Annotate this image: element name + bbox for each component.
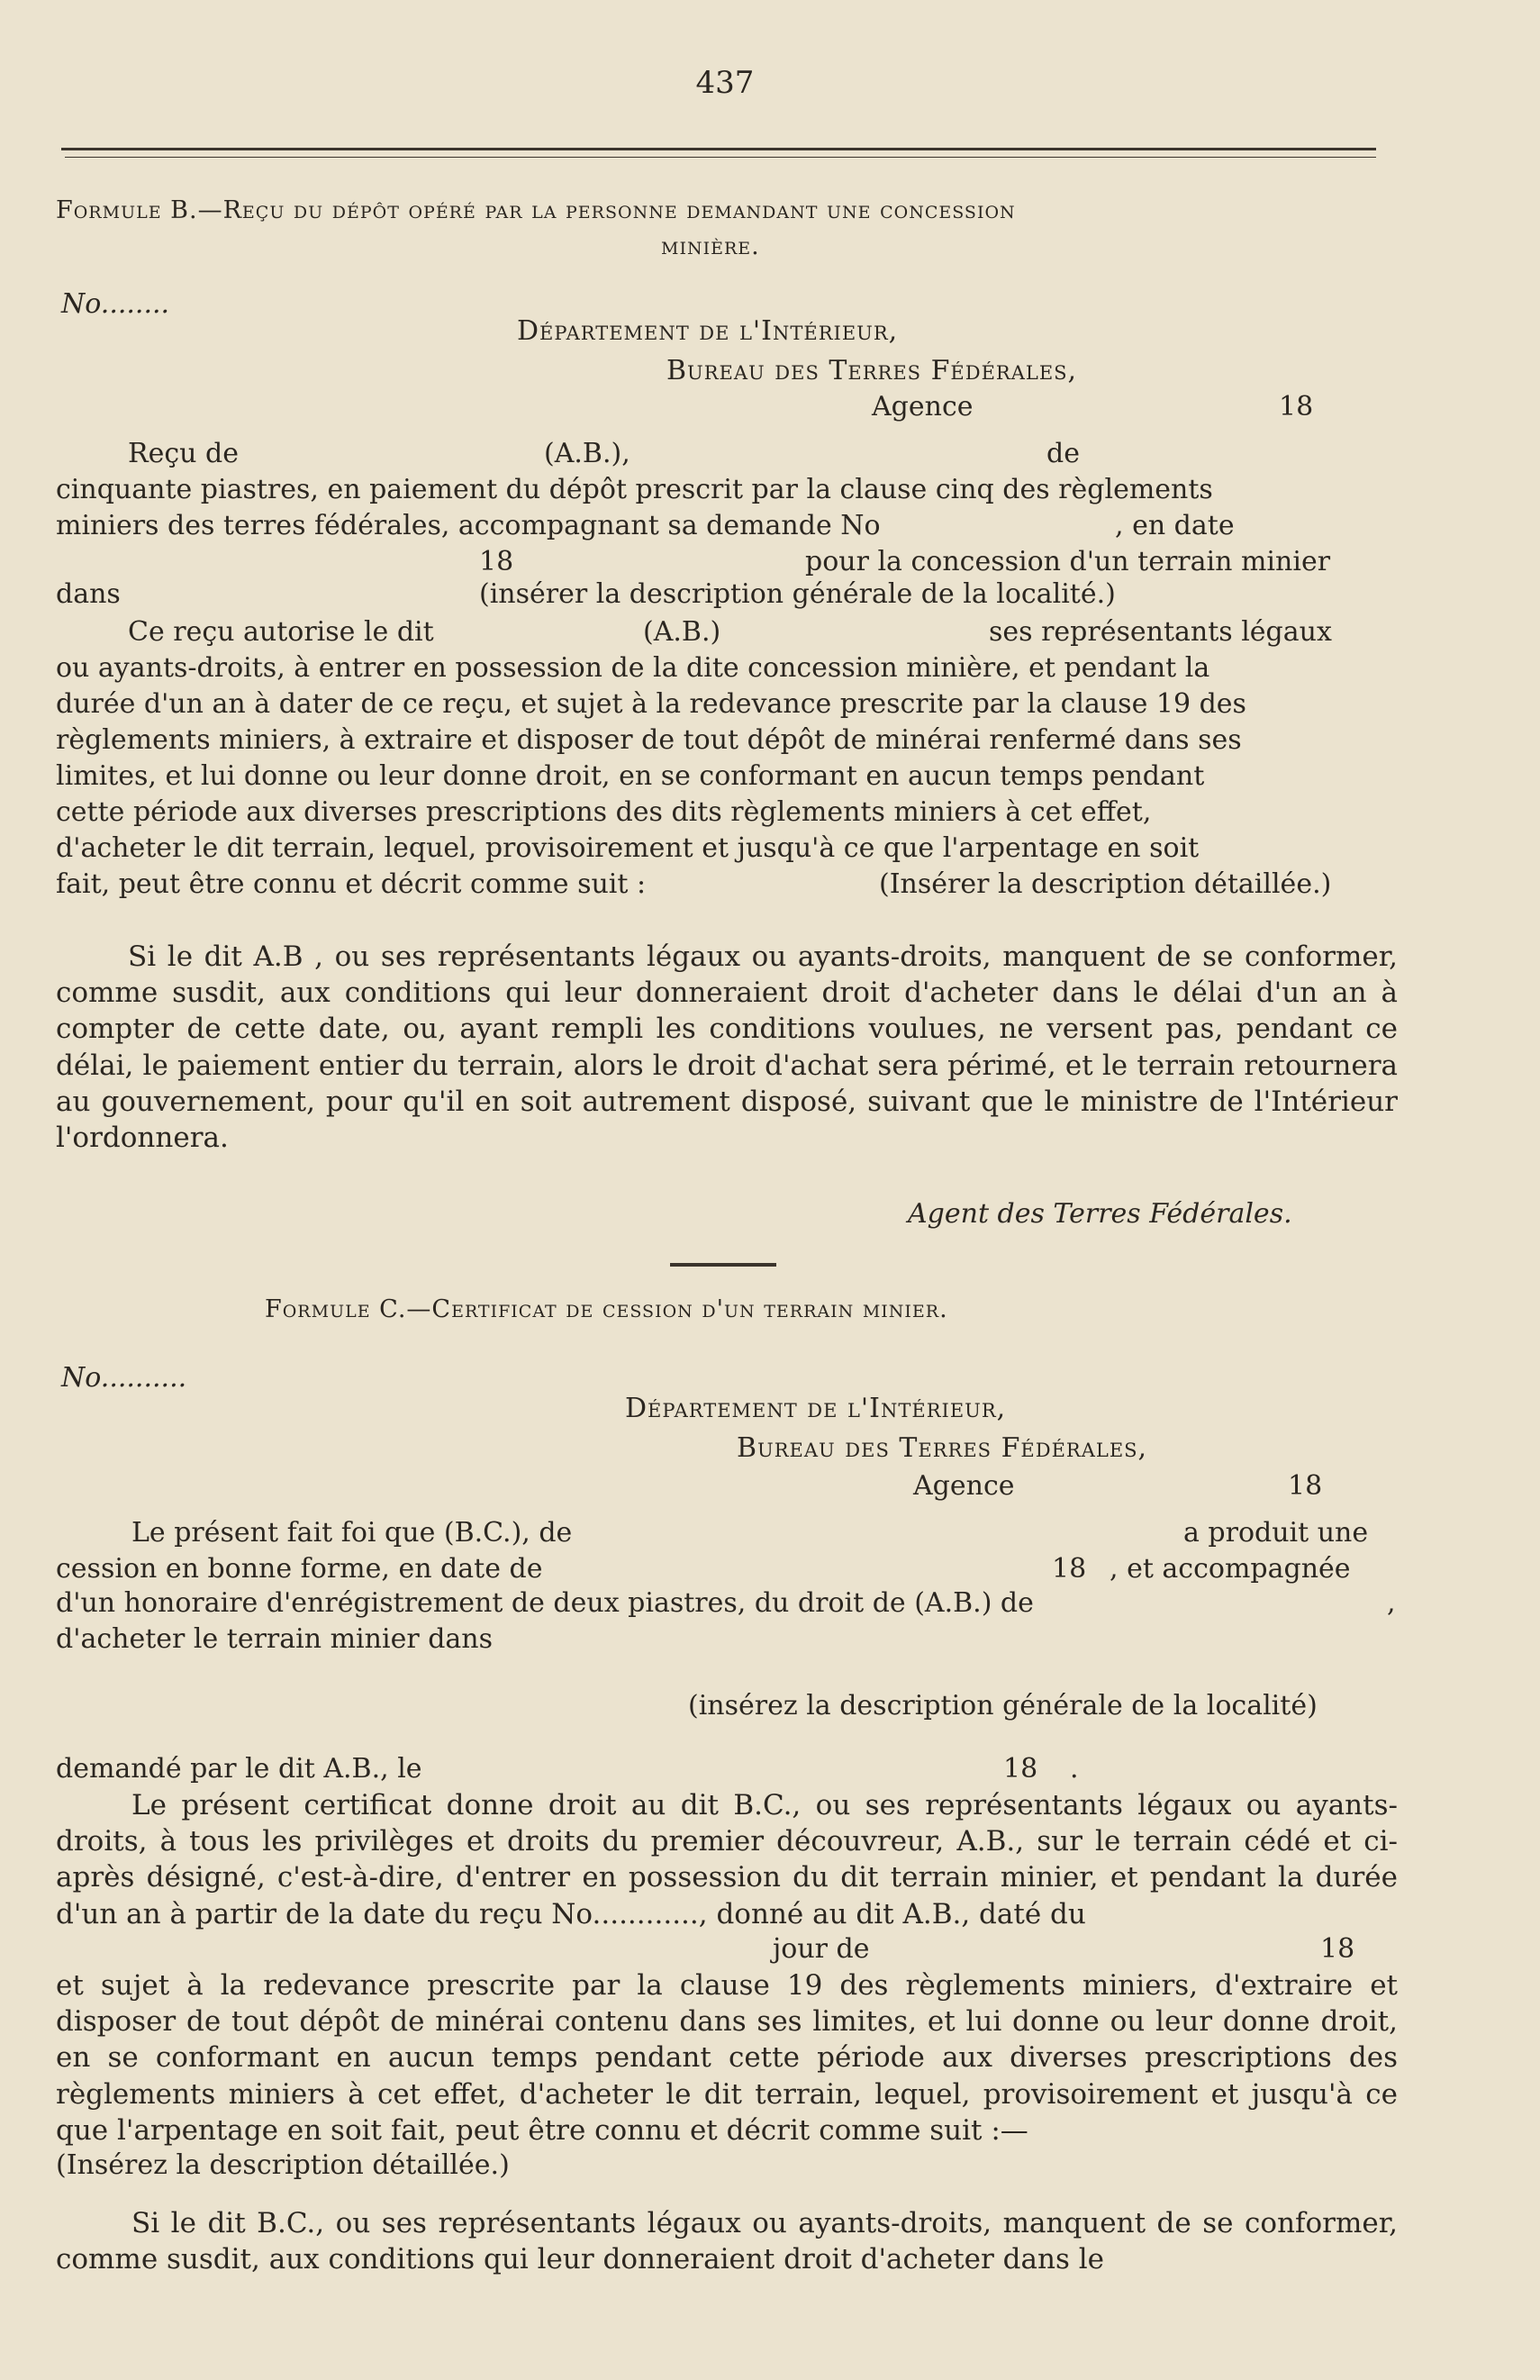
line-18: 18 (479, 546, 514, 577)
line-ab2: (A.B.) (643, 616, 721, 648)
agent-signature: Agent des Terres Fédérales. (908, 1198, 1292, 1230)
header-rule-thin (65, 157, 1376, 158)
recu-de: Reçu de (128, 438, 239, 469)
recu-ab: (A.B.), (544, 438, 630, 469)
c-line-acheter: d'acheter le terrain minier dans (56, 1623, 494, 1655)
line-representants: ses représentants légaux (989, 616, 1332, 648)
c-year-18: 18 (1320, 1933, 1355, 1965)
formule-c-paragraph-3: Si le dit B.C., ou ses représentants légaux ou ayants-droits, manquent de se conformer, comme susdit, aux conditions qui leur donneraient droit d'acheter dans le (56, 2207, 1398, 2276)
formule-c-agence: Agence (913, 1470, 1015, 1502)
line-dans: dans (56, 578, 121, 610)
line-inserer: (insérer la description générale de la localité.) (479, 578, 1116, 610)
line-duree: durée d'un an à dater de ce reçu, et sujet à la redevance prescrite par la clause 19 des (56, 688, 1246, 720)
c-line-honoraire: d'un honoraire d'enrégistrement de deux piastres, du droit de (A.B.) de (56, 1587, 1034, 1619)
c-line-18b: 18 (1003, 1753, 1038, 1785)
formule-b-paragraph-2: Si le dit A.B , ou ses représentants légaux ou ayants-droits, manquent de se conformer, comme susdit, aux conditions qui leur donneraient droit d'acheter dans le délai d'un an à compter de cette date, ou, ayant rempli les conditions voulues, ne versent pas, pendant ce délai, le paiement entier du terrain, alors le droit d'achat sera périmé, et le terrain retournera au gouvernement, pour qu'il en soit autrement disposé, suivant que le ministre de l'Intérieur l'ordonnera. (56, 940, 1398, 1155)
line-inserer-detail: (Insérer la description détaillée.) (879, 868, 1332, 900)
section-divider (670, 1263, 776, 1267)
line-ayants: ou ayants-droits, à entrer en possession de la dite concession minière, et pendant la (56, 652, 1210, 684)
line-limites: limites, et lui donne ou leur donne droit, en se conformant en aucun temps pendant (56, 760, 1205, 792)
line-en-date: , en date (1115, 510, 1235, 541)
formule-c-bureau: Bureau des Terres Fédérales, (737, 1432, 1148, 1464)
page-number: 437 (695, 65, 755, 101)
formule-b-bureau: Bureau des Terres Fédérales, (666, 355, 1078, 386)
c-line-cession: cession en bonne forme, en date de (56, 1553, 543, 1585)
c-line-produit: a produit une (1183, 1517, 1369, 1549)
header-rule (61, 148, 1376, 150)
line-ce-recu: Ce reçu autorise le dit (128, 616, 434, 648)
line-concession: pour la concession d'un terrain minier (805, 546, 1331, 577)
formule-c-paragraph-2: Le présent certificat donne droit au dit B.C., ou ses représentants légaux ou ayants-droits, à tous les privilèges et droits du premier découvreur, A.B., sur le terrain cédé et ci-après désigné, c'est-à-dire, d'entrer en possession du dit terrain minier, et pendant la durée d'un an à partir de la date du reçu No............, donné au dit A.B., daté du (56, 1789, 1398, 1930)
formule-c-year: 18 (1288, 1470, 1323, 1502)
c-line-18: 18 (1052, 1553, 1087, 1585)
formule-c-number: No.......... (61, 1362, 187, 1394)
line-fait: fait, peut être connu et décrit comme suit : (56, 868, 647, 900)
formule-b-title-line1: Formule B.—Reçu du dépôt opéré par la personne demandant une concession (56, 196, 1016, 224)
line-acheter: d'acheter le dit terrain, lequel, provisoirement et jusqu'à ce que l'arpentage en soit (56, 832, 1200, 864)
formule-b-title-line2: minière. (661, 232, 760, 260)
formule-c-title: Formule C.—Certificat de cession d'un terrain minier. (265, 1295, 948, 1323)
formule-b-number: No........ (61, 288, 170, 320)
c-line-dot: . (1070, 1753, 1079, 1785)
formule-b-year: 18 (1279, 391, 1314, 422)
formule-c-paragraph-2-cont: et sujet à la redevance prescrite par la clause 19 des règlements miniers, d'extraire et disposer de tout dépôt de minérai contenu dans ses limites, et lui donne ou leur donne droit, en se conformant en aucun temps pendant cette période aux diverses prescriptions des règlements miniers à cet effet, d'acheter le dit terrain, lequel, provisoirement et jusqu'à ce que l'arpentage en soit fait, peut être connu et décrit comme suit :— (56, 1969, 1398, 2147)
c-line-comma: , (1387, 1587, 1396, 1619)
recu-de2: de (1046, 438, 1080, 469)
line-reglements: règlements miniers, à extraire et disposer de tout dépôt de minérai renfermé dans ses (56, 724, 1242, 756)
line-miniers: miniers des terres fédérales, accompagnant sa demande No (56, 510, 881, 541)
c-jour-de: jour de (773, 1933, 870, 1965)
c-line-accompagnee: , et accompagnée (1110, 1553, 1351, 1585)
formule-b-dept: Département de l'Intérieur, (517, 315, 899, 347)
formule-c-dept: Département de l'Intérieur, (625, 1393, 1007, 1424)
c-line-inserez: (insérez la description générale de la localité) (688, 1690, 1318, 1721)
formule-b-agence: Agence (872, 391, 974, 422)
c-inserez-detail: (Insérez la description détaillée.) (56, 2149, 510, 2181)
line-cinquante: cinquante piastres, en paiement du dépôt prescrit par la clause cinq des règlements (56, 474, 1213, 505)
line-periode: cette période aux diverses prescriptions des dits règlements miniers à cet effet, (56, 796, 1152, 828)
c-line-demande: demandé par le dit A.B., le (56, 1753, 422, 1785)
c-line-present: Le présent fait foi que (B.C.), de (131, 1517, 573, 1549)
